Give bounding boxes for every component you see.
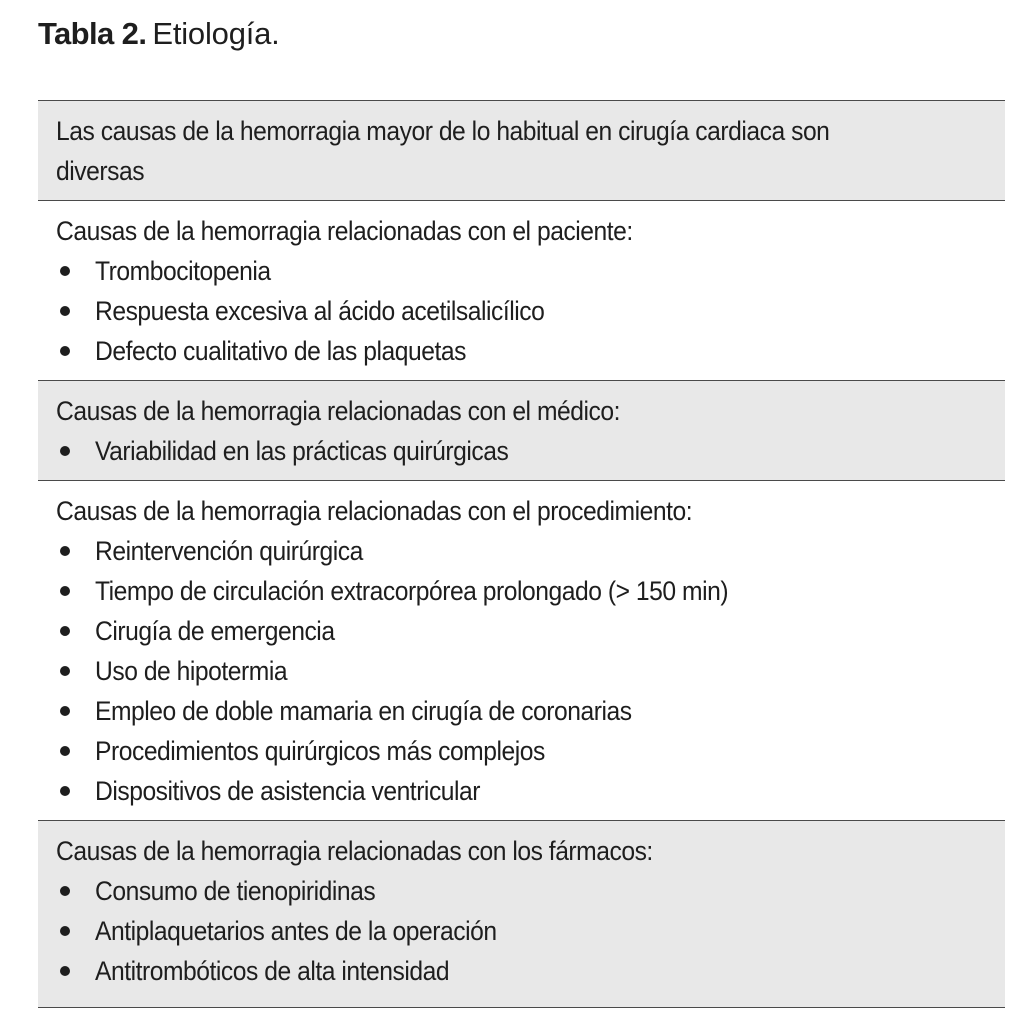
list-item — [56, 611, 1005, 651]
list-item-text: Empleo de doble mamaria en cirugía de coronarias — [95, 696, 632, 726]
list-item-text: Trombocitopenia — [95, 256, 271, 286]
bullet-list — [56, 431, 1005, 471]
bullet-icon — [60, 926, 70, 936]
bullet-icon — [60, 546, 70, 556]
list-item-text: Tiempo de circulación extracorpórea prolongado (> 150 min) — [95, 576, 729, 606]
bullet-icon — [60, 786, 70, 796]
section-row-drugs — [38, 820, 1005, 1007]
list-item — [56, 251, 1005, 291]
bullet-icon — [60, 306, 70, 316]
table-label: Tabla 2. — [38, 16, 147, 51]
section-intro: Causas de la hemorragia relacionadas con el médico: — [56, 396, 620, 426]
bullet-icon — [60, 706, 70, 716]
list-item — [56, 771, 1005, 811]
section-intro: Causas de la hemorragia relacionadas con el paciente: — [56, 216, 633, 246]
section-row-procedure — [38, 480, 1005, 820]
bullet-icon — [60, 586, 70, 596]
bullet-icon — [60, 346, 70, 356]
list-item-text: Variabilidad en las prácticas quirúrgicas — [95, 436, 509, 466]
list-item — [56, 951, 1005, 991]
bullet-icon — [60, 966, 70, 976]
list-item-text: Uso de hipotermia — [95, 656, 288, 686]
etiology-table — [38, 100, 1005, 1008]
list-item-text: Defecto cualitativo de las plaquetas — [95, 336, 466, 366]
section-row-physician — [38, 380, 1005, 480]
bullet-icon — [60, 746, 70, 756]
list-item-text: Antitrombóticos de alta intensidad — [95, 956, 450, 986]
page-title — [38, 14, 280, 54]
bullet-list — [56, 531, 1005, 811]
summary-row — [38, 101, 1005, 200]
list-item-text: Dispositivos de asistencia ventricular — [95, 776, 481, 806]
list-item-text: Consumo de tienopiridinas — [95, 876, 376, 906]
summary-line: diversas — [56, 156, 145, 186]
list-item-text: Cirugía de emergencia — [95, 616, 335, 646]
list-item — [56, 911, 1005, 951]
list-item — [56, 871, 1005, 911]
list-item-text: Respuesta excesiva al ácido acetilsalicílico — [95, 296, 545, 326]
list-item-text: Procedimientos quirúrgicos más complejos — [95, 736, 545, 766]
list-item-text: Antiplaquetarios antes de la operación — [95, 916, 497, 946]
bullet-icon — [60, 266, 70, 276]
bullet-icon — [60, 626, 70, 636]
list-item — [56, 691, 1005, 731]
bullet-icon — [60, 666, 70, 676]
list-item — [56, 431, 1005, 471]
bullet-list — [56, 251, 1005, 371]
bullet-icon — [60, 446, 70, 456]
bullet-icon — [60, 886, 70, 896]
list-item — [56, 731, 1005, 771]
section-intro: Causas de la hemorragia relacionadas con los fármacos: — [56, 836, 653, 866]
list-item — [56, 531, 1005, 571]
list-item — [56, 571, 1005, 611]
list-item-text: Reintervención quirúrgica — [95, 536, 363, 566]
list-item — [56, 291, 1005, 331]
section-row-patient — [38, 200, 1005, 380]
summary-line: Las causas de la hemorragia mayor de lo habitual en cirugía cardiaca son — [56, 116, 830, 146]
list-item — [56, 331, 1005, 371]
bullet-list — [56, 871, 1005, 991]
list-item — [56, 651, 1005, 691]
table-caption: Etiología. — [152, 16, 280, 51]
section-intro: Causas de la hemorragia relacionadas con el procedimiento: — [56, 496, 693, 526]
